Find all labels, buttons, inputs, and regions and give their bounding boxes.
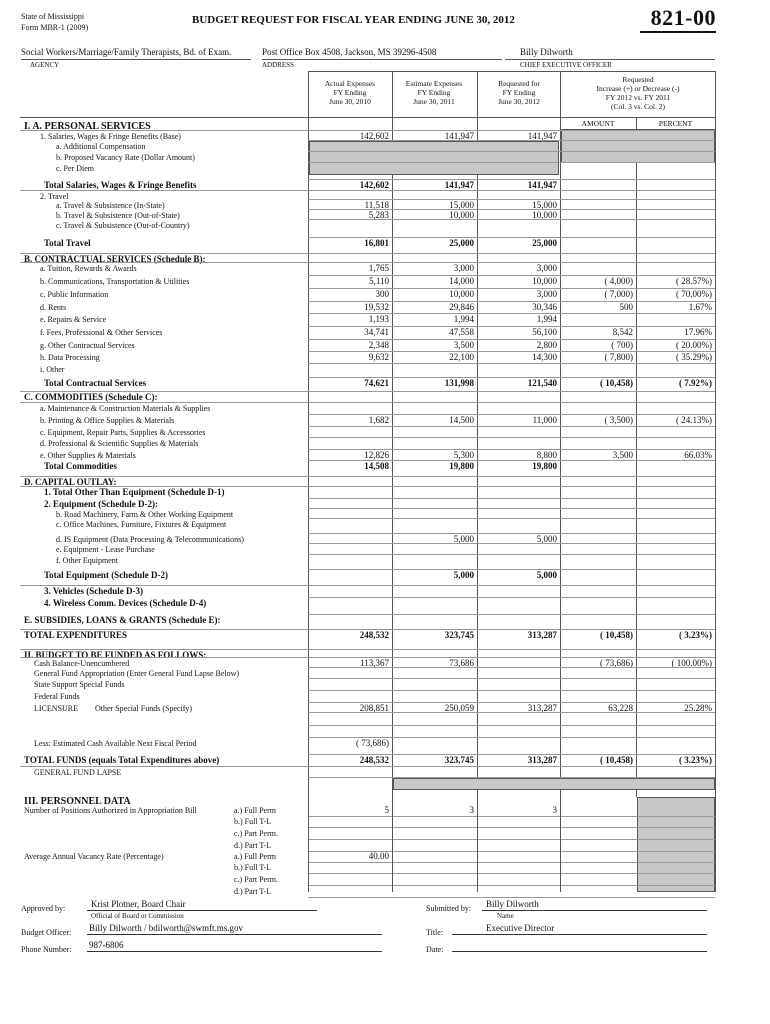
cell-value[interactable]: 19,532 — [364, 302, 389, 312]
title-label: Title: — [426, 928, 444, 937]
cell-value[interactable]: 1.67% — [688, 302, 712, 312]
row-rule — [308, 363, 715, 364]
row-rule — [308, 219, 715, 220]
row-label: 4. Wireless Comm. Devices (Schedule D-4) — [44, 598, 207, 608]
submitted-name[interactable]: Billy Dilworth — [486, 899, 539, 909]
cell-value[interactable]: 141,947 — [444, 180, 474, 190]
row-rule — [308, 712, 715, 713]
personnel-sublabel: c.) Part Perm. — [234, 829, 278, 838]
phone-label: Phone Number: — [21, 945, 72, 954]
cell-value[interactable]: 3,500 — [612, 450, 633, 460]
cell-value[interactable]: 14,000 — [449, 276, 474, 286]
cell-value[interactable]: 323,745 — [444, 630, 474, 640]
row-rule — [308, 777, 715, 778]
row-rule — [308, 690, 715, 691]
personnel-sublabel: a.) Full Perm — [234, 806, 276, 815]
cell-value[interactable]: 5,000 — [536, 534, 557, 544]
row-label: TOTAL EXPENDITURES — [24, 630, 127, 640]
row-label: Total Commodities — [44, 461, 117, 471]
row-label: Total Equipment (Schedule D-2) — [44, 570, 168, 580]
cell-value[interactable]: 9,632 — [368, 352, 389, 362]
cell-value[interactable]: 73,686 — [449, 658, 474, 668]
cell-value[interactable]: 142,602 — [359, 131, 389, 141]
row-label: Less: Estimated Cash Available Next Fiscal Period — [34, 739, 197, 748]
row-label: c. Travel & Subsistence (Out-of-Country) — [56, 221, 190, 230]
cell-value[interactable]: 3,000 — [536, 289, 557, 299]
cell-value[interactable]: 142,602 — [359, 180, 389, 190]
agency-address: Post Office Box 4508, Jackson, MS 39296-4508 — [262, 47, 437, 57]
personnel-sublabel: d.) Part T-L — [234, 841, 272, 850]
ceo-label: CHIEF EXECUTIVE OFFICER — [520, 61, 612, 69]
cell-value[interactable]: ( 3.23%) — [679, 630, 712, 640]
shaded-block — [561, 129, 715, 163]
cell-value[interactable]: ( 20.00%) — [676, 340, 712, 350]
row-rule — [308, 498, 715, 499]
row-label: TOTAL FUNDS (equals Total Expenditures above) — [24, 755, 220, 765]
col-amount: AMOUNT — [581, 119, 615, 128]
row-rule — [308, 426, 715, 427]
row-label: II. BUDGET TO BE FUNDED AS FOLLOWS: — [24, 650, 207, 660]
row-rule — [20, 476, 715, 477]
cell-value[interactable]: ( 35.29%) — [676, 352, 712, 362]
cell-value[interactable]: 250,059 — [444, 703, 474, 713]
submitted-label: Submitted by: — [426, 904, 472, 913]
row-label: i. Other — [40, 365, 65, 374]
budget-officer-name[interactable]: Billy Dilworth / bdilworth@swmft.ms.gov — [89, 923, 244, 933]
address-label: ADDRESS — [262, 61, 294, 69]
cell-value[interactable]: 34,741 — [364, 327, 389, 337]
cell-value[interactable]: 3,500 — [453, 340, 474, 350]
row-label: B. CONTRACTUAL SERVICES (Schedule B): — [24, 254, 206, 264]
row-rule — [308, 725, 715, 726]
positions-value[interactable]: 3 — [469, 805, 474, 815]
row-label: f. Other Equipment — [56, 556, 118, 565]
row-label: Total Travel — [44, 238, 91, 248]
cell-value[interactable]: 14,500 — [449, 415, 474, 425]
cell-value[interactable]: 3,000 — [536, 263, 557, 273]
row-label: b. Travel & Subsistence (Out-of-State) — [56, 211, 180, 220]
cell-value[interactable]: 10,000 — [532, 276, 557, 286]
row-label: 1. Salaries, Wages & Fringe Benefits (Base) — [40, 132, 181, 141]
cell-value[interactable]: 300 — [375, 289, 389, 299]
row-label: d. Rents — [40, 303, 67, 312]
title-value[interactable]: Executive Director — [486, 923, 555, 933]
agency-name: Social Workers/Marriage/Family Therapists, Bd. of Exam. — [21, 47, 232, 57]
page-title: BUDGET REQUEST FOR FISCAL YEAR ENDING JUNE 30, 2012 — [192, 14, 515, 26]
cell-value[interactable]: 2,348 — [368, 340, 389, 350]
cell-value[interactable]: 25,000 — [532, 238, 557, 248]
row-label: a. Tuition, Rewards & Awards — [40, 264, 137, 273]
cell-value[interactable]: ( 3.23%) — [679, 755, 712, 765]
row-label: c. Office Machines, Furniture, Fixtures & Equipment — [56, 520, 227, 529]
personnel-title: III. PERSONNEL DATA — [24, 796, 131, 807]
cell-value[interactable]: 1,765 — [368, 263, 389, 273]
cell-value[interactable]: 56,100 — [532, 327, 557, 337]
approved-label: Approved by: — [21, 904, 66, 913]
row-label: 1. Total Other Than Equipment (Schedule D-1) — [44, 487, 225, 497]
cell-value[interactable]: 66.03% — [684, 450, 712, 460]
cell-value[interactable]: 141,947 — [444, 131, 474, 141]
cell-value[interactable]: 10,000 — [449, 210, 474, 220]
form-label: Form MBR-1 (2009) — [21, 23, 89, 32]
cell-value[interactable]: 5,000 — [536, 570, 557, 580]
positions-value[interactable]: 3 — [552, 805, 557, 815]
row-label: b. Road Machinery, Farm & Other Working Equipment — [56, 510, 234, 519]
row-label: Total Contractual Services — [44, 378, 147, 388]
approved-name[interactable]: Krist Plotner, Board Chair — [91, 899, 186, 909]
cell-value[interactable]: 11,518 — [364, 200, 389, 210]
personnel-sublabel: c.) Part Perm. — [234, 875, 278, 884]
form-number: 821-00 — [640, 5, 716, 33]
cell-value[interactable]: 15,000 — [449, 200, 474, 210]
cell-value[interactable]: 63,228 — [608, 703, 633, 713]
personnel-sublabel: a.) Full Perm — [234, 852, 276, 861]
vacancy-value[interactable]: 40.00 — [368, 851, 389, 861]
cell-value[interactable]: ( 70.00%) — [676, 289, 712, 299]
cell-value[interactable]: 19,800 — [449, 461, 474, 471]
row-label: a. Additional Compensation — [56, 142, 146, 151]
row-label: State Support Special Funds — [34, 680, 125, 689]
row-label: b. Communications, Transportation & Utilities — [40, 277, 190, 286]
row-label: General Fund Appropriation (Enter General Fund Lapse Below) — [34, 669, 240, 678]
cell-value[interactable]: 5,000 — [453, 570, 474, 580]
row-label: c. Per Diem — [56, 164, 94, 173]
cell-value[interactable]: 131,998 — [444, 378, 474, 388]
cell-value[interactable]: ( 100.00%) — [671, 658, 712, 668]
cell-value[interactable]: 500 — [619, 302, 633, 312]
row-rule — [308, 518, 715, 519]
cell-value[interactable]: 15,000 — [532, 200, 557, 210]
cell-value[interactable]: 323,745 — [444, 755, 474, 765]
cell-value[interactable]: 5,000 — [453, 534, 474, 544]
row-rule — [308, 597, 715, 598]
row-label: 2. Equipment (Schedule D-2): — [44, 499, 159, 509]
row-label: LICENSURE — [34, 704, 78, 713]
approved-caption: Official of Board or Commission — [91, 912, 184, 920]
row-rule — [308, 554, 715, 555]
cell-value[interactable]: 14,508 — [364, 461, 389, 471]
cell-value[interactable]: 2,800 — [536, 340, 557, 350]
row-rule — [308, 614, 715, 615]
row-label: Federal Funds — [34, 692, 80, 701]
cell-value[interactable]: ( 10,458) — [600, 755, 633, 765]
cell-value[interactable]: 208,851 — [359, 703, 389, 713]
cell-value[interactable]: ( 73,686) — [356, 738, 389, 748]
cell-value[interactable]: ( 3,500) — [604, 415, 633, 425]
date-label: Date: — [426, 945, 444, 954]
col-change: Requested Increase (+) or Decrease (-) FY 2012 vs. FY 2011 (Col. 3 vs. Col. 2) — [596, 75, 680, 111]
cell-value[interactable]: ( 4,000) — [604, 276, 633, 286]
name-caption: Name — [497, 912, 514, 920]
cell-value[interactable]: 141,947 — [527, 131, 557, 141]
cell-value[interactable]: 1,682 — [368, 415, 389, 425]
positions-value[interactable]: 5 — [384, 805, 389, 815]
cell-value[interactable]: 313,287 — [527, 755, 557, 765]
personnel-sublabel: d.) Part T-L — [234, 887, 272, 896]
cell-value[interactable]: 19,800 — [532, 461, 557, 471]
cell-value[interactable]: 141,947 — [527, 180, 557, 190]
cell-value[interactable]: 47,558 — [449, 327, 474, 337]
col-percent: PERCENT — [658, 119, 693, 128]
personnel-sublabel: b.) Full T-L — [234, 863, 272, 872]
cell-value[interactable]: ( 10,458) — [600, 378, 633, 388]
state-label: State of Mississippi — [21, 12, 85, 21]
row-label: e. Equipment - Lease Purchase — [56, 545, 155, 554]
row-label: b. Proposed Vacancy Rate (Dollar Amount) — [56, 153, 195, 162]
row-label: 3. Vehicles (Schedule D-3) — [44, 586, 143, 596]
other-special-funds-label: Other Special Funds (Specify) — [95, 704, 193, 713]
cell-value[interactable]: 8,800 — [536, 450, 557, 460]
cell-value[interactable]: 5,300 — [453, 450, 474, 460]
row-label: GENERAL FUND LAPSE — [34, 768, 122, 777]
row-label: I. A. PERSONAL SERVICES — [24, 121, 151, 132]
cell-value[interactable]: 248,532 — [359, 630, 389, 640]
row-rule — [308, 140, 715, 141]
row-label: b. Printing & Office Supplies & Materials — [40, 416, 175, 425]
row-rule — [20, 766, 715, 767]
shaded-block — [637, 797, 715, 892]
cell-value[interactable]: ( 73,686) — [600, 658, 633, 668]
cell-value[interactable]: 5,110 — [369, 276, 389, 286]
cell-value[interactable]: 113,367 — [360, 658, 389, 668]
cell-value[interactable]: 16,801 — [364, 238, 389, 248]
col-estimate: Estimate Expenses FY Ending June 30, 2011 — [405, 79, 463, 106]
shaded-block — [309, 141, 559, 175]
cell-value[interactable]: 29,846 — [449, 302, 474, 312]
cell-value[interactable]: 30,346 — [532, 302, 557, 312]
cell-value[interactable]: 12,826 — [364, 450, 389, 460]
row-label: d. Professional & Scientific Supplies & Materials — [40, 439, 199, 448]
cell-value[interactable]: 121,540 — [527, 378, 557, 388]
shaded-block — [393, 778, 715, 790]
cell-value[interactable]: ( 700) — [611, 340, 633, 350]
budget-officer-label: Budget Officer: — [21, 928, 72, 937]
cell-value[interactable]: ( 7,000) — [604, 289, 633, 299]
cell-value[interactable]: 17.96% — [684, 327, 712, 337]
row-label: 2. Travel — [40, 192, 69, 201]
cell-value[interactable]: 248,532 — [359, 755, 389, 765]
row-label: Total Salaries, Wages & Fringe Benefits — [44, 180, 197, 190]
row-rule — [308, 678, 715, 679]
cell-value[interactable]: 8,542 — [612, 327, 633, 337]
row-rule — [308, 151, 715, 152]
cell-value[interactable]: 313,287 — [527, 703, 557, 713]
cell-value[interactable]: 10,000 — [532, 210, 557, 220]
cell-value[interactable]: ( 7,800) — [604, 352, 633, 362]
cell-value[interactable]: 25.28% — [684, 703, 712, 713]
cell-value[interactable]: 3,000 — [453, 263, 474, 273]
cell-value[interactable]: ( 7.92%) — [679, 378, 712, 388]
row-label: g. Other Contractual Services — [40, 341, 135, 350]
row-rule — [308, 162, 715, 163]
cell-value[interactable]: 25,000 — [449, 238, 474, 248]
row-label: d. IS Equipment (Data Processing & Telecommunications) — [56, 535, 244, 544]
row-label: Cash Balance-Unencumbered — [34, 659, 130, 668]
cell-value[interactable]: 1,994 — [536, 314, 557, 324]
personnel-sublabel: b.) Full T-L — [234, 817, 272, 826]
row-label: h. Data Processing — [40, 353, 100, 362]
row-rule — [308, 437, 715, 438]
ceo-name: Billy Dilworth — [520, 47, 573, 57]
row-rule — [308, 667, 715, 668]
col-actual: Actual Expenses FY Ending June 30, 2010 — [324, 79, 376, 106]
cell-value[interactable]: 1,193 — [368, 314, 389, 324]
cell-value[interactable]: ( 28.57%) — [676, 276, 712, 286]
row-rule — [308, 543, 715, 544]
row-rule — [308, 508, 715, 509]
cell-value[interactable]: ( 24.13%) — [676, 415, 712, 425]
row-label: c. Public Information — [40, 290, 109, 299]
cell-value[interactable]: 1,994 — [453, 314, 474, 324]
phone-value[interactable]: 987-6806 — [89, 940, 124, 950]
agency-label: AGENCY — [30, 61, 60, 69]
row-label: e. Repairs & Service — [40, 315, 107, 324]
cell-value[interactable]: 11,000 — [532, 415, 557, 425]
cell-value[interactable]: 5,283 — [368, 210, 389, 220]
row-label: c. Equipment, Repair Parts, Supplies & Accessories — [40, 428, 206, 437]
cell-value[interactable]: 313,287 — [527, 630, 557, 640]
cell-value[interactable]: 22,100 — [449, 352, 474, 362]
cell-value[interactable]: 14,300 — [532, 352, 557, 362]
row-label: a. Travel & Subsistence (In-State) — [56, 201, 165, 210]
row-label: C. COMMODITIES (Schedule C): — [24, 392, 158, 402]
col-requested: Requested for FY Ending June 30, 2012 — [498, 79, 540, 106]
cell-value[interactable]: ( 10,458) — [600, 630, 633, 640]
cell-value[interactable]: 10,000 — [449, 289, 474, 299]
row-label: e. Other Supplies & Materials — [40, 451, 136, 460]
vacancy-label: Average Annual Vacancy Rate (Percentage) — [24, 852, 164, 861]
positions-label: Number of Positions Authorized in Appropriation Bill — [24, 806, 197, 815]
row-label: a. Maintenance & Construction Materials & Supplies — [40, 404, 211, 413]
cell-value[interactable]: 74,621 — [364, 378, 389, 388]
row-rule — [20, 190, 715, 191]
row-label: D. CAPITAL OUTLAY: — [24, 477, 117, 487]
row-label: f. Fees, Professional & Other Services — [40, 328, 163, 337]
row-label: E. SUBSIDIES, LOANS & GRANTS (Schedule E): — [24, 615, 221, 625]
